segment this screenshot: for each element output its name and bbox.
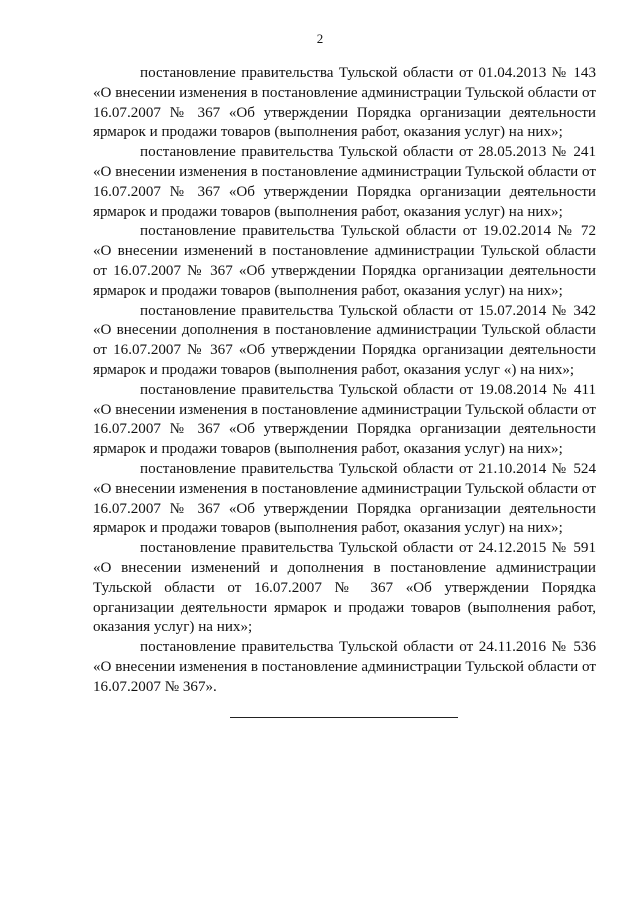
- paragraph-resolution-342: постановление правительства Тульской области от 15.07.2014 № 342 «О внесении дополнения в постановление администрации Тульской области от 16.07.2007 № 367 «Об утверждении Порядка организации деятельности ярмарок и продажи товаров (выполнения работ, оказания услуг «) на них»;: [93, 302, 596, 378]
- page-number: 2: [316, 31, 324, 46]
- paragraph-resolution-411: постановление правительства Тульской области от 19.08.2014 № 411 «О внесении изменения в постановление администрации Тульской области от 16.07.2007 № 367 «Об утверждении Порядка организации деятельности ярмарок и продажи товаров (выполнения работ, оказания услуг) на них»;: [93, 381, 596, 458]
- paragraph-resolution-536: постановление правительства Тульской области от 24.11.2016 № 536 «О внесении изменения в постановление администрации Тульской области от 16.07.2007 № 367».: [93, 639, 596, 695]
- paragraph-resolution-524: постановление правительства Тульской области от 21.10.2014 № 524 «О внесении изменения в постановление администрации Тульской области от 16.07.2007 № 367 «Об утверждении Порядка организации деятельности ярмарок и продажи товаров (выполнения работ, оказания услуг) на них»;: [93, 460, 596, 537]
- end-of-document-divider: [230, 717, 458, 718]
- paragraph-resolution-241: постановление правительства Тульской области от 28.05.2013 № 241 «О внесении изменения в постановление администрации Тульской области от 16.07.2007 № 367 «Об утверждении Порядка организации деятельности ярмарок и продажи товаров (выполнения работ, оказания услуг) на них»;: [93, 144, 596, 220]
- paragraph-resolution-143: постановление правительства Тульской области от 01.04.2013 № 143 «О внесении изменения в постановление администрации Тульской области от 16.07.2007 № 367 «Об утверждении Порядка организации деятельности ярмарок и продажи товаров (выполнения работ, оказания услуг) на них»;: [93, 65, 596, 141]
- document-body: [93, 64, 596, 698]
- paragraph-resolution-72: постановление правительства Тульской области от 19.02.2014 № 72 «О внесении изменений в постановление администрации Тульской области от 16.07.2007 № 367 «Об утверждении Порядка организации деятельности ярмарок и продажи товаров (выполнения работ, оказания услуг) на них»;: [93, 223, 596, 299]
- paragraph-resolution-591: постановление правительства Тульской области от 24.12.2015 № 591 «О внесении изменений и дополнения в постановление администрации Тульской области от 16.07.2007 № 367 «Об утверждении Порядка организации деятельности ярмарок и продажи товаров (выполнения работ, оказания услуг) на них»;: [93, 540, 596, 636]
